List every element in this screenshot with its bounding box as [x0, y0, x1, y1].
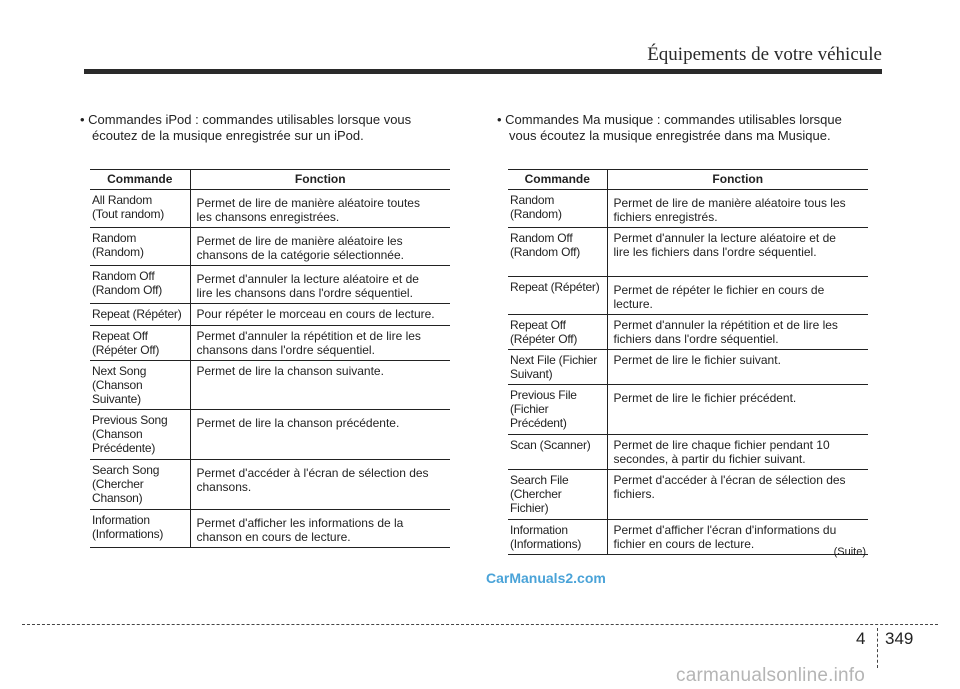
function-cell: Permet de lire de manière aléatoire tous les fichiers enregistrés. [613, 196, 846, 224]
command-cell: Information (Informations) [92, 513, 164, 541]
table-row [508, 190, 868, 228]
table-row [90, 410, 450, 460]
page-number: 349 [885, 629, 914, 648]
command-cell: Random (Random) [92, 231, 144, 259]
command-cell: Search File (Chercher Fichier) [510, 473, 569, 515]
my-music-intro-line1: • Commandes Ma musique : commandes utilisables lorsque [497, 112, 842, 127]
command-cell: Random Off (Random Off) [92, 269, 163, 297]
watermark-link[interactable]: CarManuals2.com [486, 570, 606, 586]
function-cell: Permet d'accéder à l'écran de sélection des fichiers. [613, 473, 846, 501]
function-cell: Permet d'accéder à l'écran de sélection des chansons. [196, 466, 429, 494]
ipod-intro-line1: • Commandes iPod : commandes utilisables lorsque vous [80, 112, 412, 127]
command-cell: Next File (Fichier Suivant) [510, 353, 598, 381]
function-cell: Permet de lire chaque fichier pendant 10 secondes, à partir du fichier suivant. [613, 438, 830, 466]
command-cell: Random Off (Random Off) [510, 231, 581, 259]
column-header-function: Fonction [607, 170, 868, 190]
table-header-row [508, 170, 868, 190]
function-cell: Permet de lire la chanson précédente. [196, 416, 400, 430]
function-cell: Permet d'afficher les informations de la chanson en cours de lecture. [196, 516, 404, 544]
my-music-commands-table [508, 169, 868, 555]
command-cell: Repeat (Répéter) [92, 307, 182, 321]
function-cell: Permet de lire de manière aléatoire toutes les chansons enregistrées. [196, 196, 420, 224]
page-separator [877, 628, 878, 668]
function-cell: Permet d'annuler la lecture aléatoire et de lire les fichiers dans l'ordre séquentiel. [613, 231, 836, 259]
function-cell: Permet de lire la chanson suivante. [196, 364, 384, 378]
command-cell: Scan (Scanner) [510, 438, 591, 452]
function-cell: Permet d'annuler la répétition et de lire les chansons dans l'ordre séquentiel. [196, 329, 421, 357]
table-row [90, 460, 450, 510]
command-cell: Next Song (Chanson Suivante) [92, 364, 147, 406]
table-row [508, 228, 868, 277]
my-music-intro [497, 112, 842, 144]
table-row [508, 520, 868, 555]
table-row [90, 326, 450, 361]
command-cell: All Random (Tout random) [92, 193, 165, 221]
table-row [90, 361, 450, 410]
command-cell: Previous Song (Chanson Précédente) [92, 413, 168, 455]
table-header-row [90, 170, 450, 190]
chapter-number: 4 [856, 629, 866, 648]
column-header-function: Fonction [190, 170, 450, 190]
table-row [508, 277, 868, 315]
my-music-intro-line2: vous écoutez la musique enregistrée dans ma Musique. [509, 128, 831, 143]
command-cell: Repeat (Répéter) [510, 280, 600, 294]
function-cell: Permet de lire de manière aléatoire les chansons de la catégorie sélectionnée. [196, 234, 404, 262]
function-cell: Permet d'afficher l'écran d'informations du fichier en cours de lecture. [613, 523, 837, 551]
function-cell: Permet de lire le fichier suivant. [613, 353, 781, 367]
table-row [508, 385, 868, 435]
table-row [90, 510, 450, 548]
table-row [90, 304, 450, 326]
table-row [508, 435, 868, 470]
section-title: Équipements de votre véhicule [647, 44, 882, 65]
table-row [90, 228, 450, 266]
command-cell: Random (Random) [510, 193, 562, 221]
table-row [508, 315, 868, 350]
footer-rule [22, 624, 938, 625]
function-cell: Pour répéter le morceau en cours de lecture. [196, 307, 435, 321]
continued-label: (Suite) [833, 546, 866, 558]
command-cell: Information (Informations) [510, 523, 582, 551]
command-cell: Repeat Off (Répéter Off) [510, 318, 578, 346]
column-header-command: Commande [508, 170, 607, 190]
function-cell: Permet d'annuler la lecture aléatoire et de lire les chansons dans l'ordre séquentiel. [196, 272, 419, 300]
header-rule [84, 69, 882, 74]
ipod-intro [80, 112, 411, 144]
table-row [508, 350, 868, 385]
table-row [90, 266, 450, 304]
ipod-intro-line2: écoutez de la musique enregistrée sur un iPod. [92, 128, 364, 143]
command-cell: Repeat Off (Répéter Off) [92, 329, 160, 357]
command-cell: Previous File (Fichier Précédent) [510, 388, 577, 430]
function-cell: Permet de répéter le fichier en cours de lecture. [613, 283, 825, 311]
ipod-commands-table [90, 169, 450, 548]
command-cell: Search Song (Chercher Chanson) [92, 463, 160, 505]
table-row [508, 470, 868, 520]
function-cell: Permet d'annuler la répétition et de lire les fichiers dans l'ordre séquentiel. [613, 318, 838, 346]
column-header-command: Commande [90, 170, 190, 190]
function-cell: Permet de lire le fichier précédent. [613, 391, 797, 405]
site-watermark: carmanualsonline.info [676, 665, 866, 686]
table-row [90, 190, 450, 228]
